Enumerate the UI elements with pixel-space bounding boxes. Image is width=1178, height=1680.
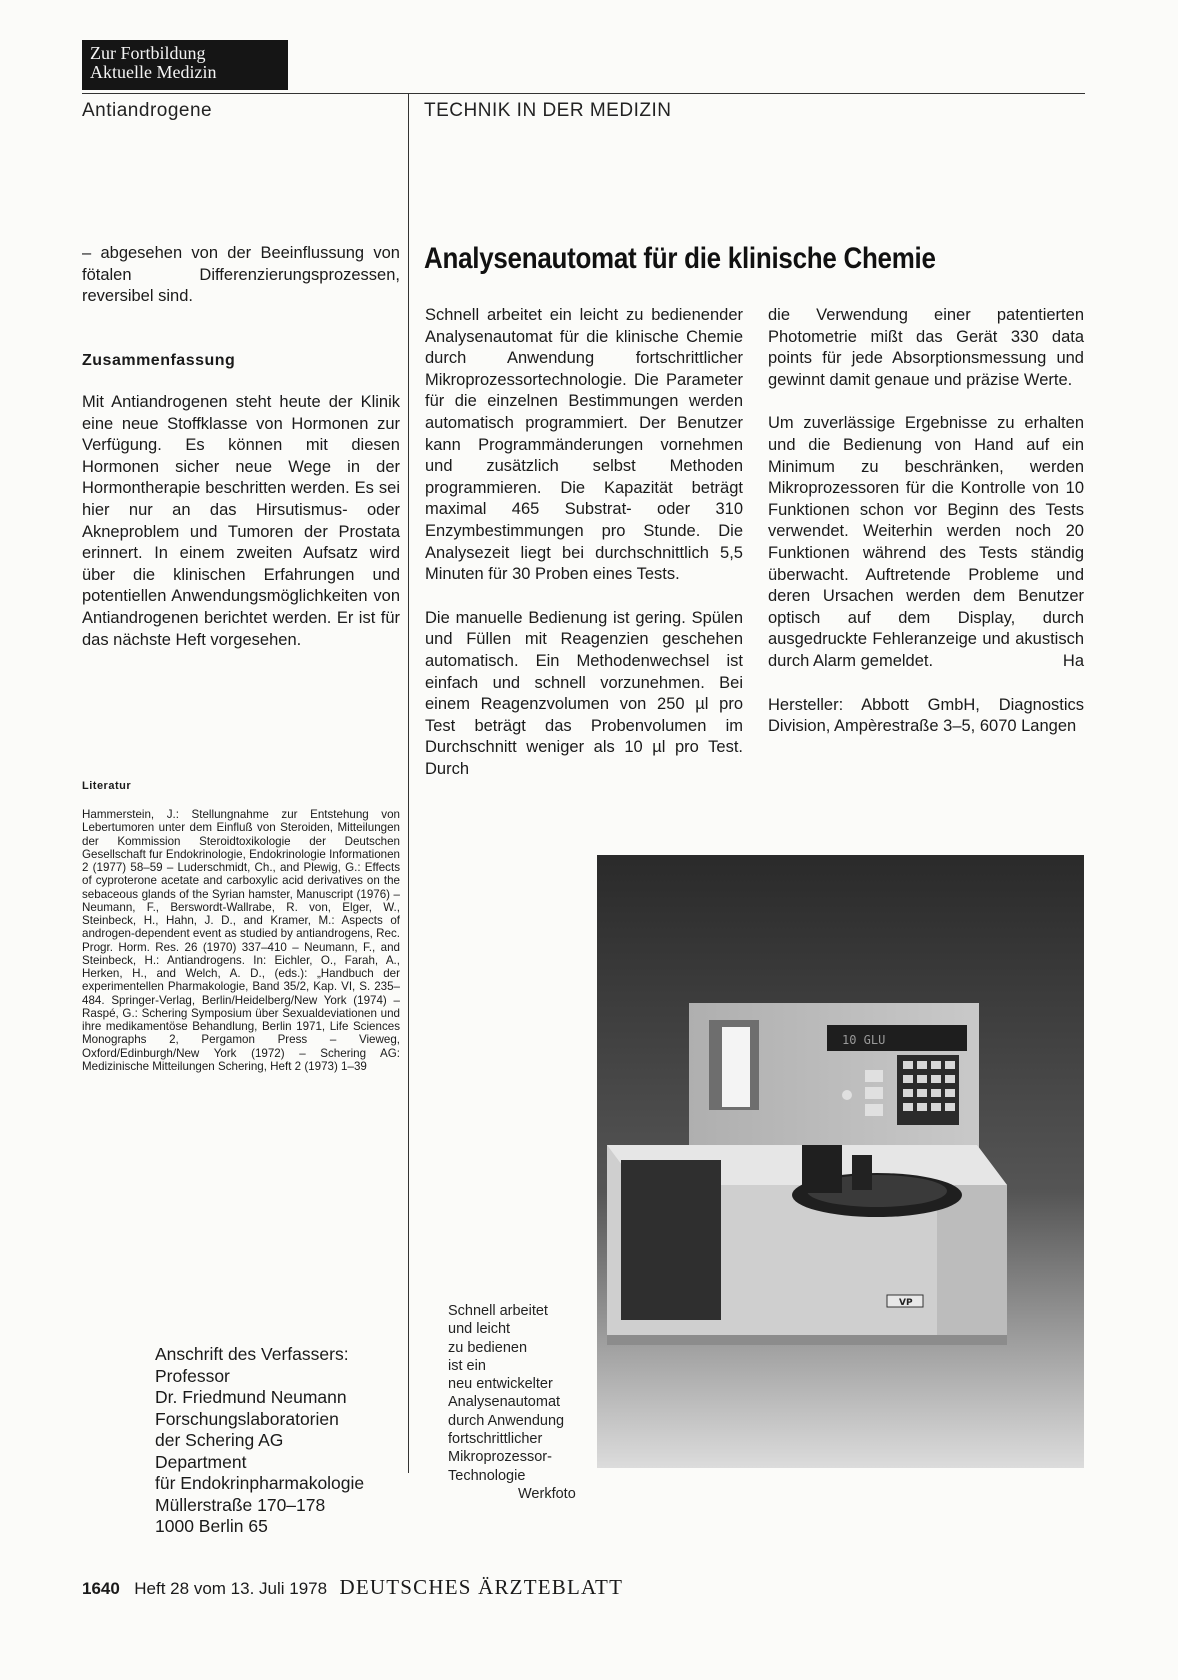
address-line: Professor	[155, 1365, 230, 1386]
author-initials: Ha	[1062, 651, 1084, 670]
column-rule	[408, 93, 409, 1473]
article-column-1	[425, 305, 743, 802]
page-number: 1640	[82, 1579, 120, 1598]
literature-list: Hammerstein, J.: Stellungnahme zur Entstehung von Lebertumoren unter dem Einfluß von Steroiden, Mitteilungen der Kommission Steroidtoxikologie der Deutschen Gesellschaft fur Endokrinologie, Endokrinologie Informationen 2 (1977) 58–59 – Luderschmidt, Ch., and Plewig, G.: Effects of cyproterone acetate and carboxylic acid derivatives on the sebaceous glands of the Syrian hamster, Manuscript (1976) – Neumann, F., Berswordt-Wallrabe, R. von, Elger, W., Steinbeck, H., Hahn, J. D., and Kramer, M.: Aspects of androgen-dependent event as studied by antiandrogens, Rec. Progr. Horm. Res. 26 (1970) 337–410 – Neumann, F., and Steinbeck, H.: Antiandrogens. In: Eichler, O., Farah, A., Herken, H., and Welch, A. D., (eds.): „Handbuch der experimentellen Pharmakologie, Band 35/2, Kap. VI, S. 235–484. Springer-Verlag, Berlin/Heidelberg/New York (1974) – Raspé, G.: Schering Symposium über Sexualdeviationen und ihre medikamentöse Behandlung, Berlin 1971, Life Sciences Monographs 2, Pergamon Press – Vieweg, Oxford/Edinburgh/New York (1972) – Schering AG: Medizinische Mitteilungen Schering, Heft 2 (1973) 1–39	[82, 808, 400, 1073]
address-line: der Schering AG	[155, 1430, 284, 1450]
article-paragraph: die Verwendung einer patentierten Photometrie mißt das Gerät 330 data points für jede Absorptionsmessung und gewinnt damit genaue und präzise Werte.	[768, 306, 1084, 389]
header-rule	[82, 93, 1085, 94]
manufacturer-note: Hersteller: Abbott GmbH, Diagnostics Division, Ampèrestraße 3–5, 6070 Langen	[768, 695, 1084, 736]
journal-name: DEUTSCHES ÄRZTEBLATT	[339, 1575, 624, 1599]
caption-line: Schnell arbeitet	[448, 1303, 548, 1319]
caption-line: Analysenautomat	[448, 1394, 561, 1411]
photo-caption	[448, 1302, 576, 1503]
article-paragraph: Um zuverlässige Ergebnisse zu erhalten und die Bedienung von Hand auf ein Minimum zu beschränken, werden Mikroprozessoren für die Kontrolle von 10 Funktionen schon vor Beginn des Tests verwendet. Weiterhin werden noch 20 Funktionen während des Tests ständig überwacht. Auftretende Probleme und deren Ursachen werden dem Benutzer optisch auf dem Display, durch ausgedruckte Fehleranzeige und akustisch durch Alarm gemeldet. Ha	[768, 413, 1084, 672]
literature-heading: Literatur	[82, 780, 132, 792]
author-address	[155, 1344, 364, 1538]
caption-line: ist ein	[448, 1357, 486, 1374]
brand-plate-text: VP	[899, 1298, 913, 1308]
address-line: Dr. Friedmund Neumann	[155, 1387, 347, 1407]
display-readout: 10 GLU	[842, 1033, 886, 1047]
address-line: Forschungslaboratorien	[155, 1408, 339, 1429]
caption-line: und leicht	[448, 1321, 511, 1338]
analyzer-illustration	[597, 855, 1084, 1468]
right-section-title: TECHNIK IN DER MEDIZIN	[424, 100, 672, 121]
section-label-line1: Zur Fortbildung	[90, 43, 206, 63]
article-paragraph: Schnell arbeitet ein leicht zu bedienender Analysenautomat für die klinische Chemie durch Anwendung fortschrittlicher Mikroprozessortechnologie. Die Parameter für die einzelnen Bestimmungen werden automatisch programmiert. Der Benutzer kann Programmänderungen vornehmen und zusätzlich selbst Methoden programmieren. Die Kapazität beträgt maximal 465 Substrat- oder 310 Enzymbestimmungen pro Stunde. Die Analysezeit liegt bei durchschnittlich 5,5 Minuten für 30 Proben eines Tests.	[425, 306, 743, 584]
address-line: 1000 Berlin 65	[155, 1516, 268, 1536]
address-line: Department	[155, 1451, 247, 1472]
caption-line: Technologie	[448, 1467, 526, 1484]
article-title: Analysenautomat für die klinische Chemie	[424, 242, 936, 275]
photo-credit: Werkfoto	[518, 1485, 576, 1502]
intro-paragraph: – abgesehen von der Beeinflussung von fötalen Differenzierungsprozessen, reversibel sind.	[82, 244, 400, 306]
summary-paragraph: Mit Antiandrogenen steht heute der Klinik eine neue Stoffklasse von Hormonen zur Verfügung. Es können mit diesen Hormonen sicher neue Wege in der Hormontherapie beschritten werden. Es sei hier nur an das Hirsutismus- oder Akneproblem und Tumoren der Prostata erinnert. In einem zweiten Aufsatz wird über die klinischen Erfahrungen und potentiellen Anwendungsmöglichkeiten von Antiandrogenen berichtet werden. Er ist für das nächste Heft vorgesehen.	[82, 393, 400, 649]
left-section-title: Antiandrogene	[82, 100, 213, 121]
address-line: Anschrift des Verfassers:	[155, 1344, 349, 1364]
address-line: Müllerstraße 170–178	[155, 1494, 326, 1515]
issue-info: Heft 28 vom 13. Juli 1978	[134, 1579, 328, 1598]
caption-line: zu bedienen	[448, 1339, 528, 1356]
article-column-2	[768, 305, 1084, 760]
caption-line: fortschrittlicher	[448, 1431, 543, 1448]
article-paragraph: Die manuelle Bedienung ist gering. Spülen und Füllen mit Reagenzien geschehen automatisch. Ein Methodenwechsel ist einfach und schnell vorzunehmen. Bei einem Reagenzvolumen von 250 µl pro Test beträgt das Probenvolumen im Durchschnitt weniger als 10 µl pro Test. Durch	[425, 608, 743, 778]
summary-heading: Zusammenfassung	[82, 352, 236, 369]
page-footer	[82, 1575, 623, 1600]
caption-line: neu entwickelter	[448, 1376, 553, 1393]
section-label-line2: Aktuelle Medizin	[90, 62, 217, 82]
caption-line: Mikroprozessor-	[448, 1449, 552, 1466]
address-line: für Endokrinpharmakologie	[155, 1473, 365, 1493]
analyzer-photo	[597, 855, 1084, 1468]
section-label	[82, 40, 288, 90]
caption-line: durch Anwendung	[448, 1412, 565, 1429]
